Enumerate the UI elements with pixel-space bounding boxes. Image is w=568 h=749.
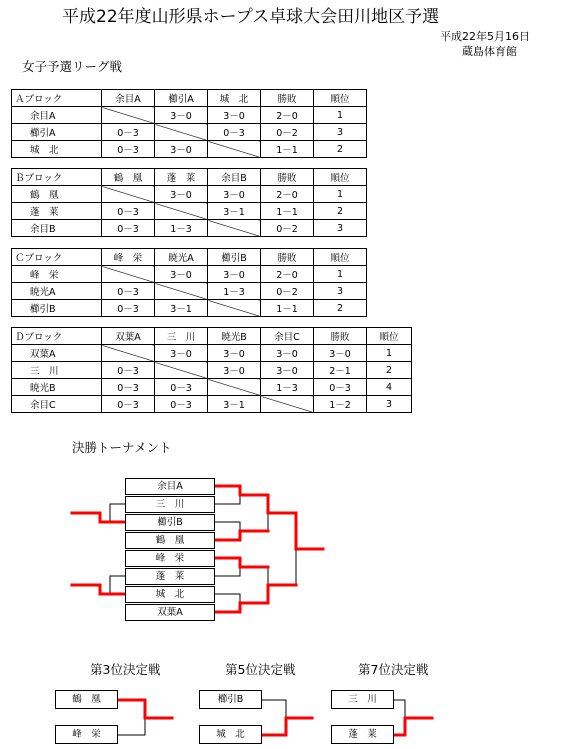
- block-name: Ｂブロック: [12, 169, 102, 186]
- team-name: 鶴 凰: [12, 186, 102, 203]
- rank-cell: 2: [314, 300, 367, 317]
- fifth-place-title: 第5位決定戦: [225, 662, 296, 677]
- score-cell: 0－3: [102, 396, 155, 413]
- column-header: 勝敗: [314, 328, 367, 345]
- team-name: 双葉A: [12, 345, 102, 362]
- score-cell: 3－0: [155, 266, 208, 283]
- column-header: 櫛引B: [208, 249, 261, 266]
- team-name: 峰 栄: [12, 266, 102, 283]
- score-cell: 3－0: [155, 186, 208, 203]
- column-header: 暁光A: [155, 249, 208, 266]
- record-cell: 2－0: [261, 266, 314, 283]
- page-title: 平成22年度山形県ホープス卓球大会田川地区予選: [62, 7, 440, 27]
- column-header: 順位: [314, 90, 367, 107]
- column-header: 双葉A: [102, 328, 155, 345]
- column-header: 鶴 凰: [102, 169, 155, 186]
- column-header: 順位: [314, 249, 367, 266]
- block-name: Ａブロック: [12, 90, 102, 107]
- column-header: 勝敗: [261, 90, 314, 107]
- record-cell: 0－2: [261, 220, 314, 237]
- seventh-place-team-top: 三 川: [331, 690, 394, 709]
- bracket-team-3: 櫛引B: [125, 514, 215, 531]
- rank-cell: 2: [314, 141, 367, 158]
- column-header: 余目C: [261, 328, 314, 345]
- bracket-team-5: 峰 栄: [125, 550, 215, 567]
- rank-cell: 1: [314, 186, 367, 203]
- score-cell: 0－3: [155, 379, 208, 396]
- event-venue: 蔵島体育館: [462, 45, 517, 58]
- column-header: 暁光B: [208, 328, 261, 345]
- bracket-team-1: 余目A: [125, 478, 215, 495]
- score-cell: 3－1: [155, 300, 208, 317]
- league-section-title: 女子予選リーグ戦: [22, 59, 123, 74]
- seventh-place-team-bottom: 蓬 莱: [331, 725, 394, 744]
- bracket-team-6: 蓬 莱: [125, 568, 215, 585]
- record-cell: 2－0: [261, 186, 314, 203]
- column-header: 櫛引A: [155, 90, 208, 107]
- bracket-team-7: 城 北: [125, 586, 215, 603]
- score-cell: 0－3: [102, 124, 155, 141]
- seventh-place-title: 第7位決定戦: [358, 662, 429, 677]
- record-cell: 3－0: [314, 345, 367, 362]
- team-name: 暁光B: [12, 379, 102, 396]
- column-header: 余目A: [102, 90, 155, 107]
- team-name: 暁光A: [12, 283, 102, 300]
- score-cell: 3－0: [208, 266, 261, 283]
- record-cell: 1－2: [314, 396, 367, 413]
- team-name: 櫛引B: [12, 300, 102, 317]
- record-cell: 2－0: [261, 107, 314, 124]
- bracket-team-8: 双葉A: [125, 604, 215, 621]
- column-header: 余目B: [208, 169, 261, 186]
- record-cell: 2－1: [314, 362, 367, 379]
- score-cell: 0－3: [102, 379, 155, 396]
- score-cell: 3－0: [208, 186, 261, 203]
- third-place-team-top: 鶴 凰: [55, 690, 118, 709]
- team-name: 櫛引A: [12, 124, 102, 141]
- third-place-title: 第3位決定戦: [90, 662, 161, 677]
- record-cell: 0－2: [261, 124, 314, 141]
- bracket-team-4: 鶴 凰: [125, 532, 215, 549]
- block-name: Ｃブロック: [12, 249, 102, 266]
- score-cell: 3－0: [155, 107, 208, 124]
- rank-cell: 1: [314, 266, 367, 283]
- rank-cell: 1: [367, 345, 412, 362]
- score-cell: 3－0: [208, 362, 261, 379]
- column-header: 勝敗: [261, 169, 314, 186]
- score-cell: 3－0: [261, 345, 314, 362]
- record-cell: 0－2: [261, 283, 314, 300]
- rank-cell: 2: [367, 362, 412, 379]
- score-cell: 0－3: [102, 203, 155, 220]
- rank-cell: 3: [314, 124, 367, 141]
- team-name: 余目A: [12, 107, 102, 124]
- team-name: 三 川: [12, 362, 102, 379]
- rank-cell: 4: [367, 379, 412, 396]
- event-date: 平成22年5月16日: [440, 30, 530, 43]
- score-cell: 0－3: [102, 362, 155, 379]
- column-header: 蓬 莱: [155, 169, 208, 186]
- block-name: Ｄブロック: [12, 328, 102, 345]
- column-header: 城 北: [208, 90, 261, 107]
- score-cell: 3－0: [261, 362, 314, 379]
- team-name: 余目B: [12, 220, 102, 237]
- team-name: 城 北: [12, 141, 102, 158]
- score-cell: 3－0: [208, 107, 261, 124]
- score-cell: 0－3: [102, 141, 155, 158]
- team-name: 余目C: [12, 396, 102, 413]
- score-cell: 3－0: [155, 345, 208, 362]
- rank-cell: 3: [367, 396, 412, 413]
- score-cell: 3－0: [155, 141, 208, 158]
- team-name: 蓬 莱: [12, 203, 102, 220]
- column-header: 順位: [367, 328, 412, 345]
- fifth-place-team-top: 櫛引B: [199, 690, 262, 709]
- column-header: 順位: [314, 169, 367, 186]
- score-cell: 3－1: [208, 396, 261, 413]
- score-cell: 0－3: [102, 283, 155, 300]
- score-cell: 0－3: [155, 396, 208, 413]
- score-cell: 0－3: [102, 220, 155, 237]
- rank-cell: 3: [314, 220, 367, 237]
- fifth-place-team-bottom: 城 北: [199, 725, 262, 744]
- record-cell: 1－1: [261, 203, 314, 220]
- column-header: 三 川: [155, 328, 208, 345]
- record-cell: 0－3: [314, 379, 367, 396]
- third-place-team-bottom: 峰 栄: [55, 725, 118, 744]
- column-header: 峰 栄: [102, 249, 155, 266]
- column-header: 勝敗: [261, 249, 314, 266]
- score-cell: 0－3: [208, 124, 261, 141]
- score-cell: 3－1: [208, 203, 261, 220]
- tournament-title: 決勝トーナメント: [72, 440, 172, 455]
- bracket-team-2: 三 川: [125, 496, 215, 513]
- record-cell: 1－1: [261, 141, 314, 158]
- score-cell: 1－3: [155, 220, 208, 237]
- score-cell: 3－0: [208, 345, 261, 362]
- rank-cell: 1: [314, 107, 367, 124]
- rank-cell: 2: [314, 203, 367, 220]
- record-cell: 1－1: [261, 300, 314, 317]
- score-cell: 1－3: [208, 283, 261, 300]
- score-cell: 0－3: [102, 300, 155, 317]
- rank-cell: 3: [314, 283, 367, 300]
- score-cell: 1－3: [261, 379, 314, 396]
